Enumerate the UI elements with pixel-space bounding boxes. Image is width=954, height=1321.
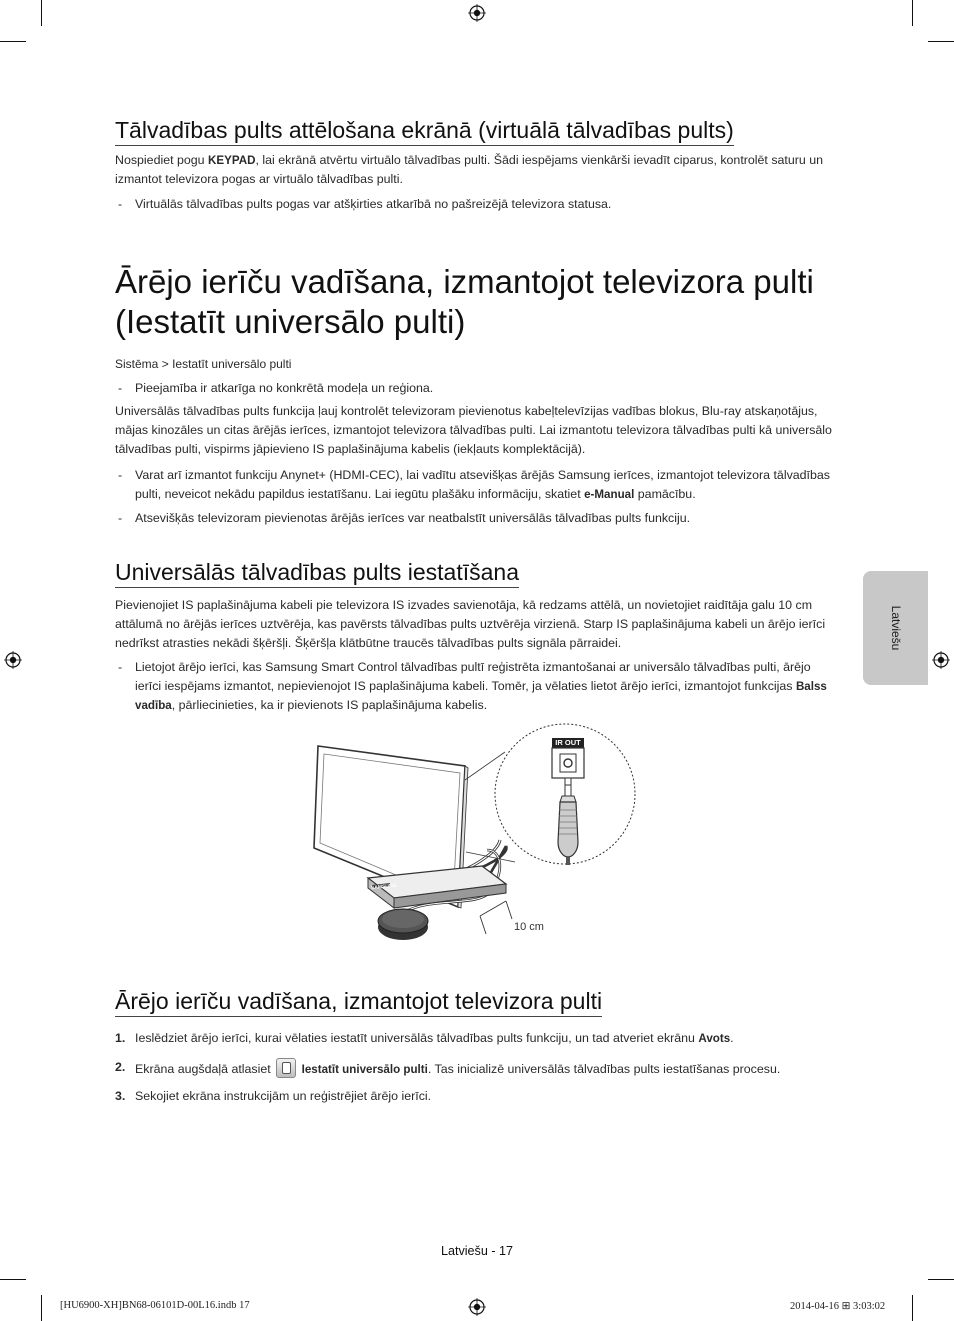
step-3 — [115, 1087, 840, 1106]
crop-mark — [928, 41, 954, 42]
universal-remote-setup-icon — [276, 1058, 296, 1078]
registration-mark-icon — [4, 651, 22, 669]
ir-out-label: IR OUT — [555, 738, 581, 747]
heading-virtual-remote: Tālvadības pults attēlošana ekrānā (virtuālā tālvadības pults) — [115, 116, 734, 146]
date-info: 2014-04-16 ⊞ 3:03:02 — [790, 1301, 886, 1312]
language-tab-label: Latviešu — [888, 605, 903, 651]
e-manual-label: e-Manual — [584, 488, 635, 502]
registration-mark-icon — [932, 651, 950, 669]
text: Sekojiet ekrāna instrukcijām un reģistrējiet ārējo ierīci. — [135, 1089, 432, 1103]
step-number: 3. — [115, 1089, 126, 1103]
availability-note: - Pieejamība ir atkarīga no konkrētā modeļa un reģiona. — [115, 379, 840, 398]
note-text: Atsevišķās televizoram pievienotas ārējās ierīces var neatbalstīt universālās tālvadības pults funkciju. — [135, 511, 691, 525]
heading-control: Ārējo ierīču vadīšana, izmantojot televizora pulti — [115, 987, 602, 1017]
unsupported-note: - Atsevišķās televizoram pievienotas ārējās ierīces var neatbalstīt universālās tālvadības pults funkciju. — [115, 509, 840, 528]
menu-path-separator: > — [161, 357, 169, 371]
note-text: Virtuālās tālvadības pults pogas var atšķirties atkarībā no pašreizējā televizora statusa. — [135, 197, 612, 211]
setup-universal-remote-label: Iestatīt universālo pulti — [301, 1063, 428, 1076]
text: Varat arī izmantot funkciju Anynet+ (HDMI-CEC), lai vadītu atsevišķas ārējās Samsung ierīces, izmantojot televizora tālvadības pulti, neveicot nekādu papildus iestatīšanu. Lai iegūtu plašāku informāciju, skatiet — [135, 468, 830, 502]
text: pamācību. — [634, 487, 696, 502]
heading-line: Ārējo ierīču vadīšana, izmantojot televizora pulti — [115, 263, 814, 300]
text: , lai ekrānā atvērtu virtuālo tālvadības pulti. Šādi iespējams vienkārši ievadīt ciparus, kontrolēt saturu un izmantot televizora pogas ar virtuālo tālvadības pulti. — [115, 153, 823, 187]
file-info: [HU6900-XH]BN68-06101D-00L16.indb 17 — [60, 1300, 250, 1311]
step-2 — [115, 1058, 840, 1079]
menu-path — [115, 355, 840, 374]
crop-mark — [928, 1279, 954, 1280]
note-text: Pieejamība ir atkarīga no konkrētā modeļa un reģiona. — [135, 381, 434, 395]
anynet-note: - Varat arī izmantot funkciju Anynet+ (HDMI-CEC), lai vadītu atsevišķas ārējās Samsung ierīces, izmantojot televizora tālvadības pulti, neveicot nekādu papildus iestatīšanu. Lai iegūtu plašāku informāciju, skatiet e-Manual pamācību. — [118, 468, 830, 502]
crop-mark — [41, 1295, 42, 1321]
menu-path-item: Sistēma — [115, 357, 159, 371]
step-1 — [115, 1029, 840, 1048]
universal-remote-paragraph: Universālās tālvadības pults funkcija ļauj kontrolēt televizoram pievienotus kabeļtelevīzijas vadības blokus, Blu-ray atskaņotājus, mājas kinozāles un citas ārējās ierīces, izmantojot televizora tālvadības pulti. Lai izmantotu televizora tālvadības pulti kā universālo tālvadības pulti, vispirms jāpievieno IS paplašinājuma kabelis (iekļauts komplektācijā). — [115, 404, 832, 457]
distance-label: 10 cm — [514, 921, 544, 933]
heading-setup: Universālās tālvadības pults iestatīšana — [115, 558, 519, 588]
step-number: 1. — [115, 1031, 126, 1045]
menu-path-item: Iestatīt universālo pulti — [172, 357, 292, 371]
text: , pārliecinieties, ka ir pievienots IS paplašinājuma kabelis. — [171, 698, 488, 713]
voice-control-note: - Lietojot ārējo ierīci, kas Samsung Smart Control tālvadības pultī reģistrēta izmantošanai ar universālo tālvadības pulti, ārējo ierīci iespējams izmantot, nepievienojot IS paplašinājuma kabeli. Tomēr, ja vēlaties lietot ārējo ierīci, izmantojot funkcijas Balss vadība, pārliecinieties, ka ir pievienots IS paplašinājuma kabelis. — [118, 660, 827, 713]
crop-mark — [41, 0, 42, 26]
language-tab — [863, 571, 928, 685]
device-brand-label: SAMSUNG — [370, 882, 397, 892]
virtual-remote-paragraph — [115, 151, 840, 189]
ir-blaster-drawing — [378, 909, 428, 940]
heading-external-devices — [115, 262, 814, 342]
crop-mark — [912, 1295, 913, 1321]
text: Ieslēdziet ārējo ierīci, kurai vēlaties iestatīt universālās tālvadības pults funkciju, un tad atveriet ekrānu — [135, 1031, 699, 1045]
source-label: Avots — [698, 1032, 731, 1045]
setup-paragraph: Pievienojiet IS paplašinājuma kabeli pie televizora IS izvades savienotāja, kā redzams attēlā, un novietojiet raidītāja galu 10 cm attālumā no ārējās ierīces uztvērēja, kas pavērsts tālvadības pults uztvērēja virzienā. Starp IS paplašinājuma kabeli un ārējo ierīci nedrīkst atrasties nekādi šķēršļi. Šķēršļa klātbūtne traucēs tālvadības pults signāla pārraidei. — [115, 598, 826, 651]
crop-mark — [0, 1279, 26, 1280]
virtual-remote-note: - Virtuālās tālvadības pults pogas var atšķirties atkarībā no pašreizējā televizora statusa. — [115, 195, 840, 214]
crop-mark — [912, 0, 913, 26]
text: Ekrāna augšdaļā atlasiet — [135, 1062, 275, 1076]
registration-mark-icon — [468, 4, 486, 22]
crop-mark — [0, 41, 26, 42]
voice-control-label: Balss vadība — [135, 680, 827, 713]
text: Lietojot ārējo ierīci, kas Samsung Smart Control tālvadības pultī reģistrēta izmantošanai ar universālo tālvadības pulti, ārējo ierīci iespējams izmantot, nepievienojot IS paplašinājuma kabeli. Tomēr, ja vēlaties lietot ārējo ierīci, izmantojot funkcijas — [135, 660, 811, 694]
text: Nospiediet pogu — [115, 153, 208, 167]
text: . — [730, 1031, 734, 1045]
ir-cable-illustration — [310, 722, 640, 952]
step-number: 2. — [115, 1060, 126, 1074]
text: . Tas inicializē universālās tālvadības pults iestatīšanas procesu. — [427, 1062, 781, 1076]
keypad-key-label: KEYPAD — [208, 154, 256, 167]
registration-mark-icon — [468, 1298, 486, 1316]
page-number: Latviešu - 17 — [440, 1244, 514, 1258]
heading-line: (Iestatīt universālo pulti) — [115, 303, 466, 340]
